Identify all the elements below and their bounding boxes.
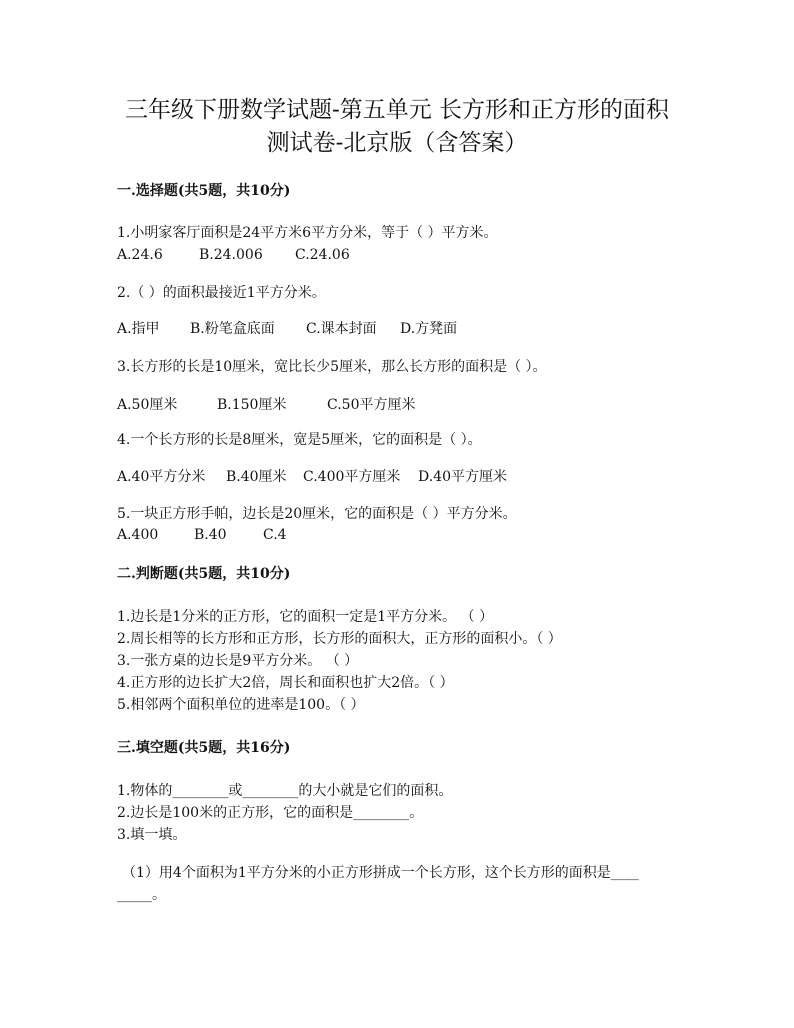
question-2: 2.（ ）的面积最接近1平方分米。: [117, 285, 326, 301]
option-c: C.24.06: [295, 247, 350, 263]
document-title-line2: 测试卷-北京版（含答案）: [266, 130, 528, 156]
fill-item-3: 3.填一填。: [117, 827, 187, 843]
fill-item-1: 1.物体的________或________的大小就是它们的面积。: [117, 783, 453, 799]
option-a: A.400: [117, 527, 159, 543]
judgement-item-3: 3.一张方桌的边长是9平方分米。 （ ）: [117, 653, 359, 669]
option-d: D.方凳面: [400, 321, 458, 337]
judgement-item-4: 4.正方形的边长扩大2倍，周长和面积也扩大2倍。（ ）: [117, 675, 454, 691]
question-5: 5.一块正方形手帕，边长是20厘米，它的面积是（ ）平方分米。: [117, 506, 517, 522]
option-c: C.400平方厘米: [303, 469, 401, 485]
section-heading-judgement: 二.判断题(共5题，共10分): [117, 566, 291, 582]
option-c: C.4: [263, 527, 287, 543]
option-c: C.课本封面: [306, 321, 377, 337]
option-b: B.粉笔盒底面: [190, 321, 275, 337]
option-a: A.50厘米: [117, 397, 178, 413]
option-a: A.24.6: [117, 247, 163, 263]
question-3: 3.长方形的长是10厘米，宽比长少5厘米，那么长方形的面积是（ ）。: [117, 359, 547, 375]
document-title-line1: 三年级下册数学试题-第五单元 长方形和正方形的面积: [124, 97, 670, 123]
option-a: A.指甲: [117, 321, 160, 337]
section-heading-fill-blank: 三.填空题(共5题，共16分): [117, 740, 291, 756]
question-4: 4.一个长方形的长是8厘米，宽是5厘米，它的面积是（ ）。: [117, 432, 482, 448]
fill-item-3-sub-1: （1）用4个面积为1平方分米的小正方形拼成一个长方形，这个长方形的面积是____: [122, 865, 639, 881]
option-c: C.50平方厘米: [327, 397, 416, 413]
judgement-item-5: 5.相邻两个面积单位的进率是100。（ ）: [117, 697, 365, 713]
judgement-item-2: 2.周长相等的长方形和正方形，长方形的面积大，正方形的面积小。（ ）: [117, 631, 562, 647]
option-a: A.40平方分米: [117, 469, 206, 485]
section-heading-choice: 一.选择题(共5题，共10分): [117, 183, 291, 199]
question-1: 1.小明家客厅面积是24平方米6平方分米，等于（ ）平方米。: [117, 225, 498, 241]
option-b: B.24.006: [199, 247, 263, 263]
option-d: D.40平方厘米: [418, 469, 507, 485]
option-b: B.40: [194, 527, 227, 543]
fill-item-3-sub-1-continued: _____。: [117, 887, 166, 903]
judgement-item-1: 1.边长是1分米的正方形，它的面积一定是1平方分米。 （ ）: [117, 609, 494, 625]
fill-item-2: 2.边长是100米的正方形，它的面积是________。: [117, 805, 424, 821]
option-b: B.150厘米: [217, 397, 287, 413]
option-b: B.40厘米: [226, 469, 287, 485]
